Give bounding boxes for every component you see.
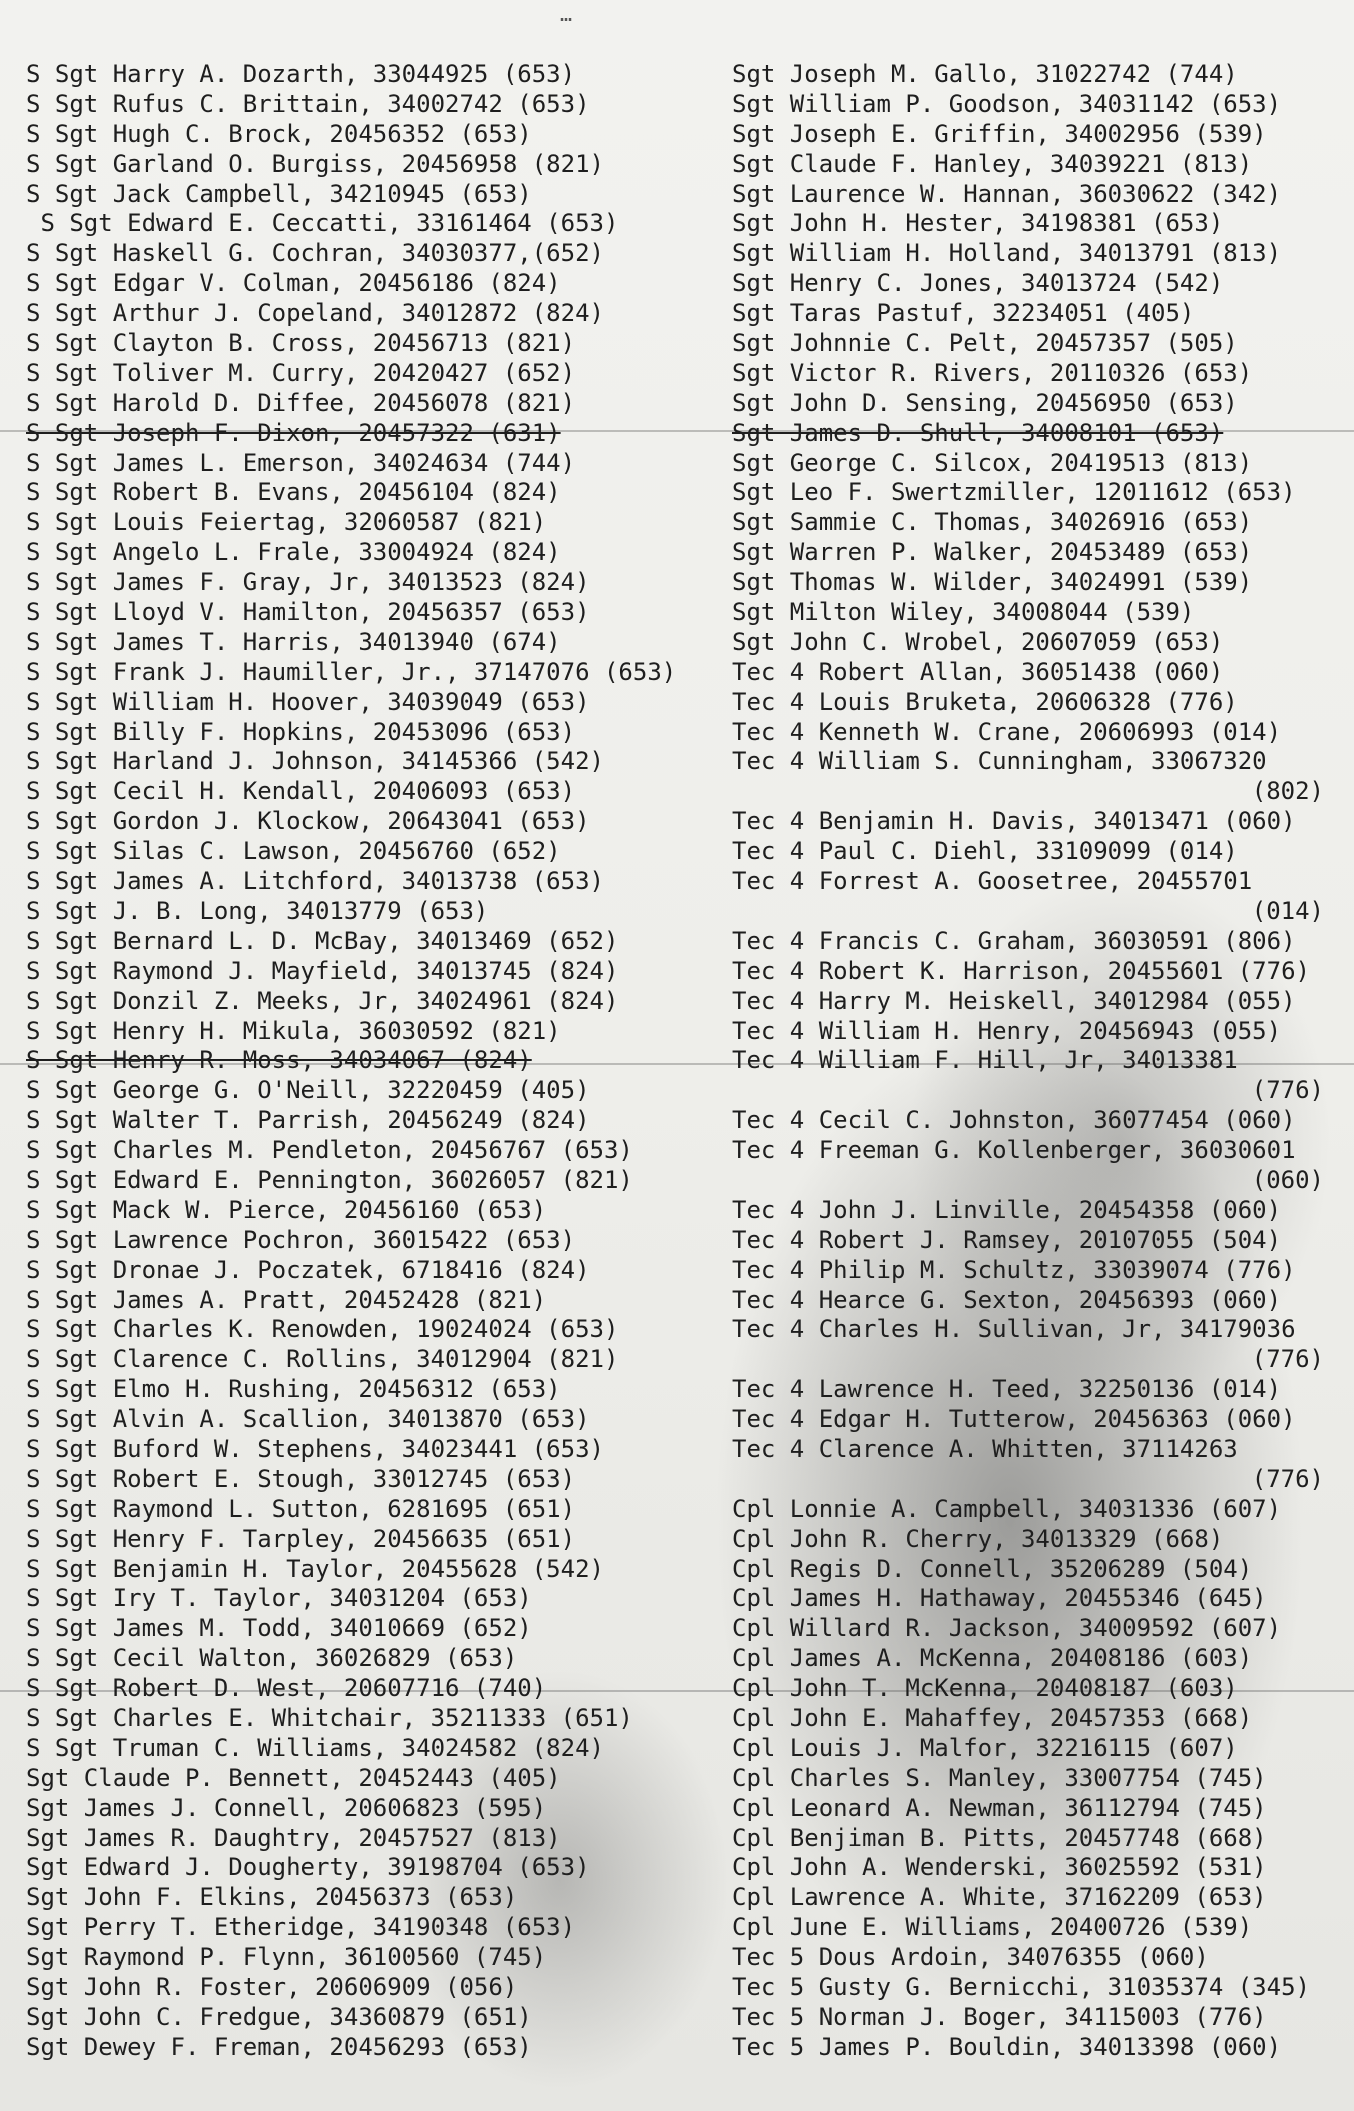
roster-entry: Sgt John C. Wrobel, 20607059 (653) — [732, 627, 1224, 656]
roster-entry-continuation: (060) — [1251, 1165, 1324, 1194]
roster-entry: S Sgt Walter T. Parrish, 20456249 (824) — [26, 1106, 590, 1135]
roster-entry: Sgt William H. Holland, 34013791 (813) — [732, 239, 1282, 268]
roster-entry: Sgt Henry C. Jones, 34013724 (542) — [732, 269, 1224, 298]
roster-entry: S Sgt James F. Gray, Jr, 34013523 (824) — [26, 568, 590, 597]
roster-entry: S Sgt Harland J. Johnson, 34145366 (542) — [26, 747, 604, 776]
roster-entry: Sgt Thomas W. Wilder, 34024991 (539) — [732, 568, 1253, 597]
roster-entry: Cpl Regis D. Connell, 35206289 (504) — [732, 1554, 1253, 1583]
roster-entry-continuation: (802) — [1251, 777, 1324, 806]
roster-entry: Cpl John R. Cherry, 34013329 (668) — [732, 1524, 1224, 1553]
roster-entry: S Sgt Edward E. Ceccatti, 33161464 (653) — [26, 209, 619, 238]
roster-entry: Sgt Laurence W. Hannan, 36030622 (342) — [732, 179, 1282, 208]
roster-entry: S Sgt Donzil Z. Meeks, Jr, 34024961 (824) — [26, 986, 619, 1015]
roster-entry: Tec 4 Louis Bruketa, 20606328 (776) — [732, 687, 1238, 716]
roster-entry: Cpl John A. Wenderski, 36025592 (531) — [732, 1853, 1267, 1882]
roster-entry: S Sgt Charles E. Whitchair, 35211333 (651) — [26, 1703, 633, 1732]
roster-entry: S Sgt Rufus C. Brittain, 34002742 (653) — [26, 89, 590, 118]
roster-entry: Sgt Claude P. Bennett, 20452443 (405) — [26, 1763, 561, 1792]
roster-entry: Cpl Lonnie A. Campbell, 34031336 (607) — [732, 1494, 1282, 1523]
roster-entry: Tec 4 William H. Henry, 20456943 (055) — [732, 1016, 1282, 1045]
roster-entry-continuation: (776) — [1251, 1076, 1324, 1105]
roster-entry: Sgt Joseph M. Gallo, 31022742 (744) — [732, 60, 1238, 88]
roster-entry: Tec 5 Gusty G. Bernicchi, 31035374 (345) — [732, 1973, 1310, 2001]
roster-entry: Cpl James H. Hathaway, 20455346 (645) — [732, 1584, 1267, 1613]
roster-entry: Cpl John E. Mahaffey, 20457353 (668) — [732, 1703, 1253, 1732]
roster-entry: S Sgt Hugh C. Brock, 20456352 (653) — [26, 119, 532, 148]
roster-entry: S Sgt Haskell G. Cochran, 34030377,(652) — [26, 239, 604, 268]
roster-entry: S Sgt Benjamin H. Taylor, 20455628 (542) — [26, 1554, 604, 1583]
roster-entry: Tec 4 Kenneth W. Crane, 20606993 (014) — [732, 717, 1282, 746]
roster-entry: Tec 4 Forrest A. Goosetree, 20455701 — [732, 867, 1253, 896]
roster-entry: Cpl Louis J. Malfor, 32216115 (607) — [732, 1733, 1238, 1762]
roster-entry: Sgt Victor R. Rivers, 20110326 (653) — [732, 358, 1253, 387]
roster-entry: Sgt Sammie C. Thomas, 34026916 (653) — [732, 508, 1253, 537]
roster-entry: Tec 5 Dous Ardoin, 34076355 (060) — [732, 1943, 1209, 1972]
roster-entry: Tec 4 Robert Allan, 36051438 (060) — [732, 657, 1224, 686]
roster-entry-continuation: (776) — [1251, 1464, 1324, 1493]
roster-entry: S Sgt James L. Emerson, 34024634 (744) — [26, 448, 576, 477]
roster-entry: S Sgt J. B. Long, 34013779 (653) — [26, 896, 489, 925]
roster-entry: S Sgt Garland O. Burgiss, 20456958 (821) — [26, 149, 604, 178]
roster-entry: S Sgt James M. Todd, 34010669 (652) — [26, 1614, 532, 1643]
roster-entry: S Sgt Clayton B. Cross, 20456713 (821) — [26, 329, 576, 358]
roster-entry: Tec 4 Harry M. Heiskell, 34012984 (055) — [732, 986, 1296, 1015]
roster-entry: Tec 4 Francis C. Graham, 36030591 (806) — [732, 926, 1296, 955]
roster-entry: Tec 4 Clarence A. Whitten, 37114263 — [732, 1434, 1238, 1463]
roster-entry: S Sgt Henry F. Tarpley, 20456635 (651) — [26, 1524, 576, 1553]
roster-entry: S Sgt Dronae J. Poczatek, 6718416 (824) — [26, 1255, 590, 1284]
roster-entry: S Sgt Mack W. Pierce, 20456160 (653) — [26, 1195, 547, 1224]
roster-entry: Cpl Charles S. Manley, 33007754 (745) — [732, 1763, 1267, 1792]
roster-entry: Tec 4 Robert K. Harrison, 20455601 (776) — [732, 956, 1310, 985]
roster-entry: Cpl Lawrence A. White, 37162209 (653) — [732, 1883, 1267, 1912]
roster-entry: Sgt Dewey F. Freman, 20456293 (653) — [26, 2032, 532, 2061]
roster-entry: S Sgt Robert B. Evans, 20456104 (824) — [26, 478, 561, 507]
roster-entry: S Sgt Raymond L. Sutton, 6281695 (651) — [26, 1494, 576, 1523]
roster-entry: Sgt John H. Hester, 34198381 (653) — [732, 209, 1224, 238]
roster-entry: S Sgt James A. Pratt, 20452428 (821) — [26, 1285, 547, 1314]
page-header-fragment: … — [560, 2, 577, 26]
roster-entry: Tec 4 Paul C. Diehl, 33109099 (014) — [732, 837, 1238, 866]
roster-entry: S Sgt Bernard L. D. McBay, 34013469 (652) — [26, 926, 619, 955]
roster-entry: Sgt Taras Pastuf, 32234051 (405) — [732, 299, 1195, 328]
roster-entry: Tec 5 Norman J. Boger, 34115003 (776) — [732, 2002, 1267, 2031]
roster-entry: Tec 4 Charles H. Sullivan, Jr, 34179036 — [732, 1315, 1296, 1344]
roster-entry: Tec 4 Hearce G. Sexton, 20456393 (060) — [732, 1285, 1282, 1314]
roster-entry: Cpl June E. Williams, 20400726 (539) — [732, 1913, 1253, 1942]
roster-entry: S Sgt Charles K. Renowden, 19024024 (653) — [26, 1315, 619, 1344]
roster-entry: Tec 4 John J. Linville, 20454358 (060) — [732, 1195, 1282, 1224]
roster-entry: Sgt Joseph E. Griffin, 34002956 (539) — [732, 119, 1267, 148]
roster-entry: S Sgt Cecil Walton, 36026829 (653) — [26, 1644, 518, 1673]
roster-entry: S Sgt Joseph F. Dixon, 20457322 (631) — [26, 418, 561, 447]
roster-entry: Tec 4 William S. Cunningham, 33067320 — [732, 747, 1267, 776]
roster-entry: S Sgt Cecil H. Kendall, 20406093 (653) — [26, 777, 576, 806]
roster-entry: S Sgt Gordon J. Klockow, 20643041 (653) — [26, 807, 590, 836]
roster-entry: S Sgt Billy F. Hopkins, 20453096 (653) — [26, 717, 576, 746]
roster-entry: Cpl James A. McKenna, 20408186 (603) — [732, 1644, 1253, 1673]
roster-entry: Tec 4 Philip M. Schultz, 33039074 (776) — [732, 1255, 1296, 1284]
roster-entry: Cpl Willard R. Jackson, 34009592 (607) — [732, 1614, 1282, 1643]
roster-entry: Sgt Edward J. Dougherty, 39198704 (653) — [26, 1853, 590, 1882]
roster-entry: S Sgt Jack Campbell, 34210945 (653) — [26, 179, 532, 208]
roster-entry: S Sgt Lawrence Pochron, 36015422 (653) — [26, 1225, 576, 1254]
roster-entry: S Sgt Louis Feiertag, 32060587 (821) — [26, 508, 547, 537]
roster-entry: S Sgt George G. O'Neill, 32220459 (405) — [26, 1076, 590, 1105]
roster-entry: Sgt Warren P. Walker, 20453489 (653) — [732, 538, 1253, 567]
roster-entry: S Sgt Raymond J. Mayfield, 34013745 (824) — [26, 956, 619, 985]
roster-entry: Tec 4 Robert J. Ramsey, 20107055 (504) — [732, 1225, 1282, 1254]
roster-entry: Tec 4 William F. Hill, Jr, 34013381 — [732, 1046, 1238, 1075]
roster-entry: Tec 4 Freeman G. Kollenberger, 36030601 — [732, 1136, 1296, 1165]
roster-entry: S Sgt Silas C. Lawson, 20456760 (652) — [26, 837, 561, 866]
roster-entry: Cpl Benjiman B. Pitts, 20457748 (668) — [732, 1823, 1267, 1852]
roster-entry: S Sgt Elmo H. Rushing, 20456312 (653) — [26, 1375, 561, 1404]
roster-entry: Sgt John R. Foster, 20606909 (056) — [26, 1973, 518, 2001]
roster-entry: Tec 5 James P. Bouldin, 34013398 (060) — [732, 2032, 1282, 2061]
roster-entry: S Sgt William H. Hoover, 34039049 (653) — [26, 687, 590, 716]
roster-entry: S Sgt Lloyd V. Hamilton, 20456357 (653) — [26, 598, 590, 627]
roster-entry: S Sgt Henry R. Moss, 34034067 (824) — [26, 1046, 532, 1075]
roster-entry: Tec 4 Lawrence H. Teed, 32250136 (014) — [732, 1375, 1282, 1404]
roster-entry: S Sgt Toliver M. Curry, 20420427 (652) — [26, 358, 576, 387]
roster-entry: Sgt John F. Elkins, 20456373 (653) — [26, 1883, 518, 1912]
roster-entry: Tec 4 Edgar H. Tutterow, 20456363 (060) — [732, 1405, 1296, 1434]
roster-entry: S Sgt Truman C. Williams, 34024582 (824) — [26, 1733, 604, 1762]
roster-entry: S Sgt Iry T. Taylor, 34031204 (653) — [26, 1584, 532, 1613]
roster-entry: Sgt James D. Shull, 34008101 (653) — [732, 418, 1224, 447]
roster-entry: S Sgt Frank J. Haumiller, Jr., 37147076 (653) — [26, 657, 677, 686]
roster-entry: S Sgt Harry A. Dozarth, 33044925 (653) — [26, 60, 576, 88]
roster-entry: S Sgt Edgar V. Colman, 20456186 (824) — [26, 269, 561, 298]
roster-entry: S Sgt Clarence C. Rollins, 34012904 (821) — [26, 1345, 619, 1374]
roster-entry: S Sgt Robert D. West, 20607716 (740) — [26, 1674, 547, 1703]
roster-entry: S Sgt Buford W. Stephens, 34023441 (653) — [26, 1434, 604, 1463]
roster-entry: S Sgt James A. Litchford, 34013738 (653) — [26, 867, 604, 896]
roster-entry: Sgt Perry T. Etheridge, 34190348 (653) — [26, 1913, 576, 1942]
roster-entry: Tec 4 Benjamin H. Davis, 34013471 (060) — [732, 807, 1296, 836]
roster-right-column — [732, 60, 1332, 2063]
roster-entry: S Sgt Alvin A. Scallion, 34013870 (653) — [26, 1405, 590, 1434]
roster-entry: S Sgt Charles M. Pendleton, 20456767 (653) — [26, 1136, 633, 1165]
roster-entry: Sgt Claude F. Hanley, 34039221 (813) — [732, 149, 1253, 178]
roster-entry: Sgt Milton Wiley, 34008044 (539) — [732, 598, 1195, 627]
roster-entry: Cpl John T. McKenna, 20408187 (603) — [732, 1674, 1238, 1703]
roster-left-column — [26, 60, 726, 2063]
roster-entry: S Sgt Henry H. Mikula, 36030592 (821) — [26, 1016, 561, 1045]
roster-entry: Tec 4 Cecil C. Johnston, 36077454 (060) — [732, 1106, 1296, 1135]
roster-entry: S Sgt Edward E. Pennington, 36026057 (821) — [26, 1165, 633, 1194]
roster-entry: Sgt Johnnie C. Pelt, 20457357 (505) — [732, 329, 1238, 358]
roster-entry: Sgt Leo F. Swertzmiller, 12011612 (653) — [732, 478, 1296, 507]
roster-entry: Sgt John D. Sensing, 20456950 (653) — [732, 388, 1238, 417]
roster-entry: S Sgt Robert E. Stough, 33012745 (653) — [26, 1464, 576, 1493]
roster-entry: S Sgt James T. Harris, 34013940 (674) — [26, 627, 561, 656]
roster-entry: Sgt Raymond P. Flynn, 36100560 (745) — [26, 1943, 547, 1972]
roster-entry: Sgt James J. Connell, 20606823 (595) — [26, 1793, 547, 1822]
roster-entry: Cpl Leonard A. Newman, 36112794 (745) — [732, 1793, 1267, 1822]
roster-entry-continuation: (014) — [1251, 896, 1324, 925]
roster-entry: Sgt John C. Fredgue, 34360879 (651) — [26, 2002, 532, 2031]
roster-entry: Sgt William P. Goodson, 34031142 (653) — [732, 89, 1282, 118]
roster-entry: S Sgt Harold D. Diffee, 20456078 (821) — [26, 388, 576, 417]
roster-entry: Sgt George C. Silcox, 20419513 (813) — [732, 448, 1253, 477]
roster-entry: Sgt James R. Daughtry, 20457527 (813) — [26, 1823, 561, 1852]
roster-entry: S Sgt Angelo L. Frale, 33004924 (824) — [26, 538, 561, 567]
roster-entry: S Sgt Arthur J. Copeland, 34012872 (824) — [26, 299, 604, 328]
roster-entry-continuation: (776) — [1251, 1345, 1324, 1374]
